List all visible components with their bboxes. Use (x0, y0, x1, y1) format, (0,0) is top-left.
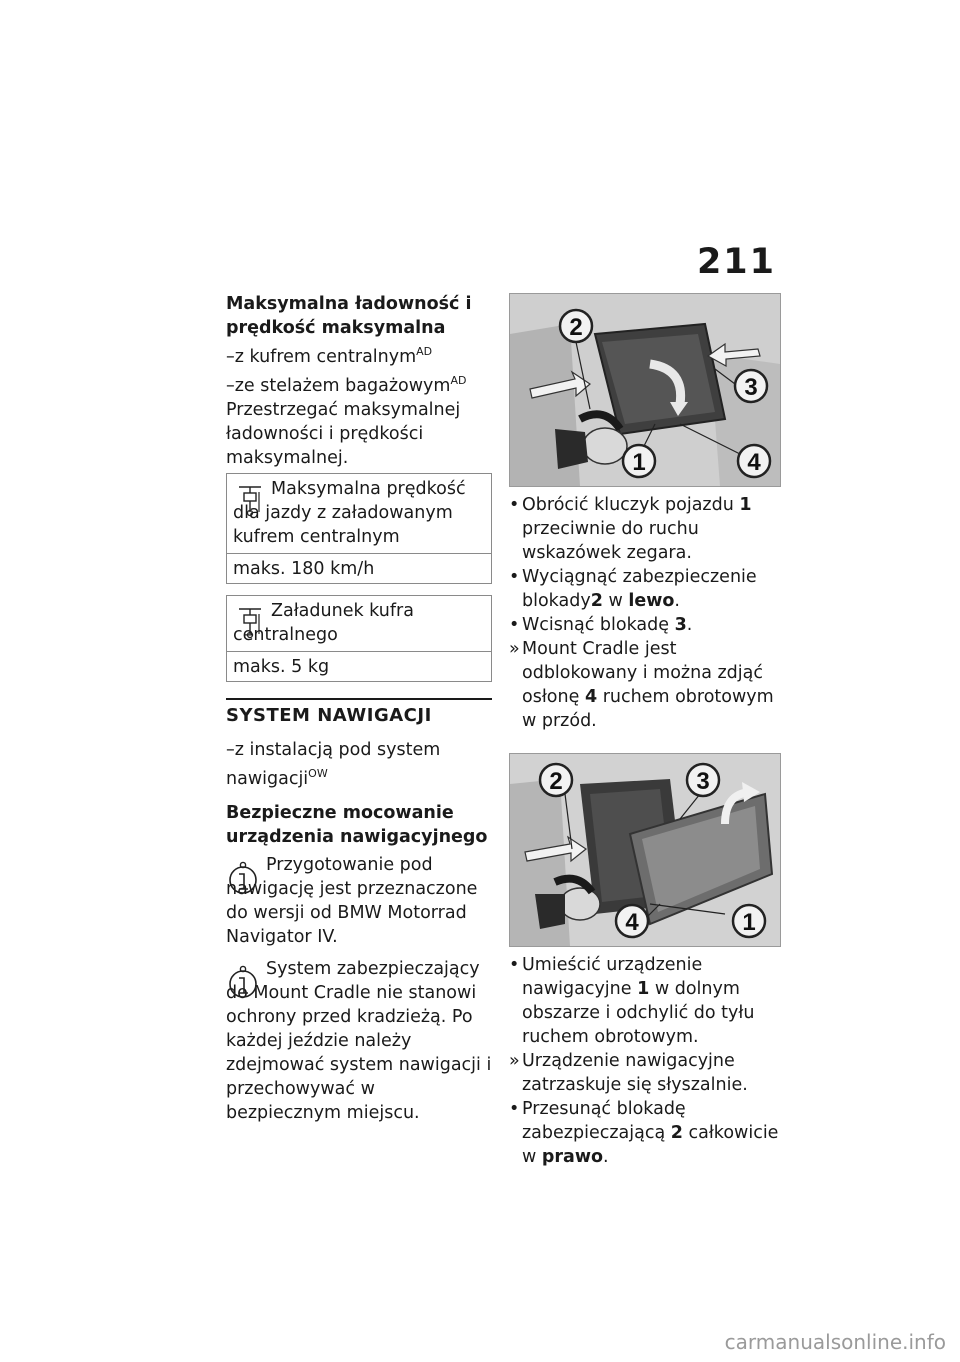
navigator-insert-illustration (510, 754, 780, 946)
figure2-callout: 3 (696, 768, 710, 795)
condition-rack: –ze stelażem bagażowym$^{AD}$ (226, 374, 467, 396)
left-column (226, 292, 492, 1125)
figure2-callout: 1 (742, 909, 756, 936)
figure1-callout: 4 (747, 449, 761, 476)
spec-table-load (226, 595, 492, 682)
figure1-callout: 1 (632, 449, 646, 476)
figure2-callout: 4 (625, 909, 639, 936)
spec-speed-value: maks. 180 km/h (233, 559, 375, 579)
figure-unlock-cradle (509, 293, 781, 487)
load-spec-icon (237, 604, 263, 640)
section-title: SYSTEM NAWIGACJI (226, 705, 432, 726)
info-note-1-text: Przygotowanie pod nawigację jest przeznaczone do wersji od BMW Motorrad Navigator IV. (226, 855, 478, 947)
figure2-callout: 2 (549, 768, 563, 795)
steps-list-2 (509, 953, 781, 1169)
info-icon (228, 963, 258, 1001)
page-number: 211 (696, 242, 776, 282)
spec-speed-label: Maksymalna prędkość dla jazdy z załadowanym kufrem centralnym (233, 479, 466, 547)
step-item: • Umieścić urządzenie nawigacyjne 1 w dolnym obszarze i odchylić do tyłu ruchem obrotowym. (509, 955, 755, 1047)
info-note-2 (226, 957, 492, 1125)
mount-subheading: Bezpieczne mocowanie urządzenia nawigacyjnego (226, 803, 488, 847)
cradle-unlock-illustration (510, 294, 780, 486)
info-note-1 (226, 853, 492, 949)
info-note-2-text: System zabezpieczający do Mount Cradle nie stanowi ochrony przed kradzieżą. Po każdej jeździe należy zdejmować system nawigacji i przechowywać w bezpiecznym miejscu. (226, 959, 492, 1123)
figure-insert-navigator (509, 753, 781, 947)
condition-topcase: –z kufrem centralnym$^{AD}$ (226, 345, 433, 367)
load-speed-heading: Maksymalna ładowność i prędkość maksymalna (226, 294, 472, 338)
result-item: » Mount Cradle jest odblokowany i można zdjąć osłonę 4 ruchem obrotowym w przód. (509, 639, 774, 731)
figure1-callout: 2 (569, 314, 583, 341)
load-spec-icon (237, 482, 263, 518)
steps-list-1 (509, 493, 781, 733)
spec-load-label: Załadunek kufra centralnego (233, 601, 414, 645)
load-intro: Przestrzegać maksymalnej ładowności i prędkości maksymalnej. (226, 400, 461, 468)
watermark-footer: carmanualsonline.info (724, 1330, 946, 1354)
figure1-callout: 3 (744, 374, 758, 401)
step-item: • Wcisnąć blokadę 3. (509, 615, 693, 635)
spec-table-speed (226, 473, 492, 584)
right-column (509, 293, 781, 1169)
step-item: • Przesunąć blokadę zabezpieczającą 2 całkowicie w prawo. (509, 1099, 779, 1167)
step-item: • Wyciągnąć zabezpieczenie blokady2 w lewo. (509, 567, 757, 611)
spec-load-value: maks. 5 kg (233, 657, 330, 677)
result-item: » Urządzenie nawigacyjne zatrzaskuje się słyszalnie. (509, 1051, 748, 1095)
section-divider (226, 698, 492, 728)
step-item: • Obrócić kluczyk pojazdu 1 przeciwnie do ruchu wskazówek zegara. (509, 495, 752, 563)
section-condition: –z instalacją pod system nawigacji$^{OW}$ (226, 740, 441, 789)
info-icon (228, 859, 258, 897)
